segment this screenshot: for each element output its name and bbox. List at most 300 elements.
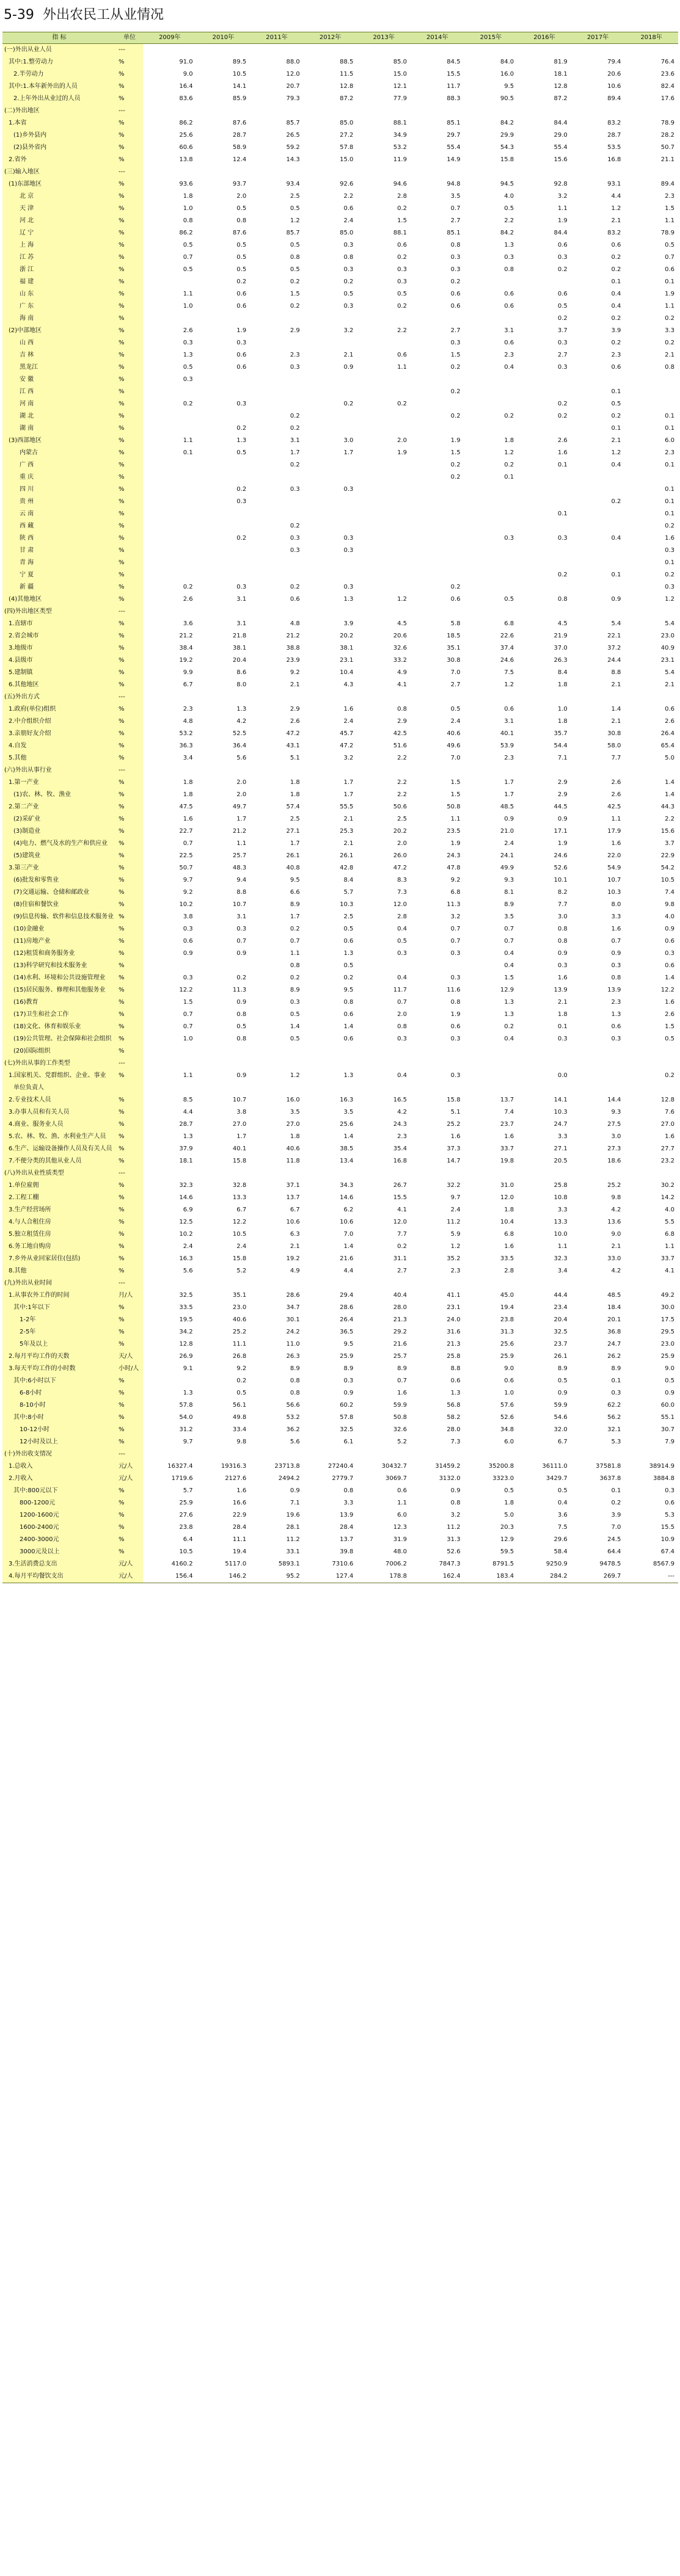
cell-value <box>517 691 571 703</box>
cell-value: 65.4 <box>624 740 678 752</box>
row-unit: % <box>116 1509 143 1522</box>
cell-value: 7.0 <box>411 667 464 679</box>
cell-value: 56.8 <box>411 1399 464 1412</box>
cell-value: 2.1 <box>517 996 571 1009</box>
table-row <box>2 252 678 264</box>
table-row <box>2 349 678 361</box>
cell-value: 60.6 <box>143 142 197 154</box>
cell-value <box>250 606 304 618</box>
cell-value: 0.3 <box>411 252 464 264</box>
data-table-container <box>2 32 678 1583</box>
table-row <box>2 1509 678 1522</box>
cell-value: 2.0 <box>357 435 411 447</box>
cell-value: 0.6 <box>411 593 464 606</box>
cell-value: 3.2 <box>517 190 571 203</box>
cell-value: 0.8 <box>411 239 464 252</box>
row-label: 2.工程工棚 <box>2 1192 116 1204</box>
cell-value: 31.3 <box>411 1534 464 1546</box>
cell-value <box>250 313 304 325</box>
cell-value: 26.5 <box>250 129 304 142</box>
cell-value: 0.4 <box>357 923 411 935</box>
cell-value: 12.9 <box>464 1534 518 1546</box>
row-label: (二)外出地区 <box>2 105 116 117</box>
cell-value: 19.4 <box>464 1302 518 1314</box>
cell-value: 7006.2 <box>357 1558 411 1570</box>
row-unit: % <box>116 264 143 276</box>
cell-value: 0.7 <box>357 1375 411 1387</box>
cell-value <box>143 960 197 972</box>
cell-value: 146.2 <box>197 1570 250 1583</box>
cell-value: 14.1 <box>517 1094 571 1106</box>
cell-value: 2.1 <box>304 813 357 825</box>
cell-value: 0.6 <box>304 1009 357 1021</box>
cell-value: 6.4 <box>143 1534 197 1546</box>
cell-value: 13.8 <box>143 154 197 166</box>
cell-value: 0.9 <box>197 1070 250 1082</box>
row-label: 浙 江 <box>2 264 116 276</box>
row-unit: % <box>116 935 143 948</box>
cell-value: 0.3 <box>411 1033 464 1045</box>
row-label: 2.专业技术人员 <box>2 1094 116 1106</box>
table-row <box>2 679 678 691</box>
header-year: 2017年 <box>571 32 625 44</box>
cell-value: 14.9 <box>411 154 464 166</box>
cell-value: 12.4 <box>197 154 250 166</box>
cell-value: 2.3 <box>571 349 625 361</box>
cell-value: 12.2 <box>143 984 197 996</box>
table-row <box>2 960 678 972</box>
cell-value: 40.8 <box>250 862 304 874</box>
cell-value: 16.6 <box>197 1497 250 1509</box>
cell-value: 1.2 <box>250 215 304 227</box>
cell-value: 0.6 <box>571 1021 625 1033</box>
cell-value: 37.3 <box>411 1143 464 1155</box>
cell-value: 3069.7 <box>357 1473 411 1485</box>
cell-value: 9.5 <box>250 874 304 887</box>
row-label: 2-5年 <box>2 1326 116 1338</box>
cell-value: 53.5 <box>571 142 625 154</box>
table-row <box>2 1143 678 1155</box>
cell-value: 0.7 <box>411 923 464 935</box>
cell-value <box>571 545 625 557</box>
cell-value: 1.4 <box>624 777 678 789</box>
cell-value <box>143 508 197 520</box>
cell-value: 0.2 <box>624 1070 678 1082</box>
cell-value: 19.5 <box>143 1314 197 1326</box>
cell-value: 30.8 <box>411 655 464 667</box>
cell-value: 0.6 <box>464 1375 518 1387</box>
row-unit: % <box>116 1204 143 1216</box>
cell-value <box>624 44 678 57</box>
cell-value: 0.6 <box>304 1033 357 1045</box>
table-row <box>2 1021 678 1033</box>
cell-value: 2.0 <box>197 789 250 801</box>
row-label: 其中:1.本年新外出的人员 <box>2 81 116 93</box>
cell-value: 4.4 <box>304 1265 357 1277</box>
cell-value: 23.4 <box>517 1302 571 1314</box>
cell-value: 58.0 <box>571 740 625 752</box>
row-unit: 元/人 <box>116 1570 143 1583</box>
cell-value: 0.3 <box>517 532 571 545</box>
cell-value: 7.7 <box>357 1228 411 1241</box>
cell-value: 89.4 <box>571 93 625 105</box>
cell-value: 47.2 <box>304 740 357 752</box>
row-label: 单位负责人 <box>2 1082 116 1094</box>
cell-value: 1.1 <box>357 1497 411 1509</box>
cell-value <box>624 1058 678 1070</box>
cell-value <box>357 386 411 398</box>
cell-value <box>464 1082 518 1094</box>
cell-value: 31.6 <box>411 1326 464 1338</box>
cell-value: 284.2 <box>517 1570 571 1583</box>
cell-value: 2.1 <box>624 349 678 361</box>
cell-value: 28.4 <box>304 1522 357 1534</box>
cell-value <box>250 44 304 57</box>
cell-value: 11.9 <box>357 154 411 166</box>
header-year: 2009年 <box>143 32 197 44</box>
cell-value <box>411 606 464 618</box>
cell-value: 0.2 <box>517 264 571 276</box>
cell-value <box>143 520 197 532</box>
cell-value: 10.5 <box>624 874 678 887</box>
table-row <box>2 496 678 508</box>
cell-value: 0.8 <box>411 996 464 1009</box>
cell-value: 0.5 <box>250 1033 304 1045</box>
cell-value: 16.3 <box>143 1253 197 1265</box>
cell-value: 28.6 <box>250 1290 304 1302</box>
cell-value: 13.7 <box>304 1534 357 1546</box>
cell-value <box>197 44 250 57</box>
cell-value <box>517 471 571 484</box>
cell-value <box>197 166 250 178</box>
cell-value: 0.2 <box>411 276 464 288</box>
cell-value <box>143 1167 197 1180</box>
cell-value: 1.3 <box>464 239 518 252</box>
cell-value: 27.7 <box>624 1143 678 1155</box>
cell-value: 4.4 <box>571 190 625 203</box>
cell-value: 1.0 <box>464 1387 518 1399</box>
cell-value: 4.0 <box>624 1204 678 1216</box>
cell-value: 47.2 <box>250 728 304 740</box>
cell-value: 26.2 <box>571 1351 625 1363</box>
cell-value: 8.2 <box>517 887 571 899</box>
cell-value: 0.7 <box>571 935 625 948</box>
cell-value <box>464 1167 518 1180</box>
cell-value: 0.2 <box>624 520 678 532</box>
cell-value: 0.7 <box>624 252 678 264</box>
cell-value: 0.1 <box>571 276 625 288</box>
cell-value: 2.3 <box>250 349 304 361</box>
cell-value <box>357 459 411 471</box>
table-row <box>2 117 678 129</box>
cell-value <box>357 960 411 972</box>
cell-value: 0.2 <box>357 252 411 264</box>
cell-value: 79.3 <box>250 93 304 105</box>
cell-value: 1.8 <box>250 777 304 789</box>
row-label: 5.其他 <box>2 752 116 764</box>
cell-value: --- <box>624 1570 678 1583</box>
cell-value: 28.4 <box>197 1522 250 1534</box>
cell-value: 7.3 <box>411 1436 464 1448</box>
cell-value: 0.3 <box>624 545 678 557</box>
cell-value: 0.2 <box>304 276 357 288</box>
cell-value: 9.8 <box>197 1436 250 1448</box>
cell-value: 11.8 <box>250 1155 304 1167</box>
cell-value: 0.2 <box>197 423 250 435</box>
cell-value: 7.3 <box>357 887 411 899</box>
header-year: 2010年 <box>197 32 250 44</box>
row-label: 12小时及以上 <box>2 1436 116 1448</box>
cell-value: 4.4 <box>143 1106 197 1119</box>
row-label: 甘 肃 <box>2 545 116 557</box>
cell-value: 1.1 <box>624 1241 678 1253</box>
cell-value: 59.9 <box>357 1399 411 1412</box>
table-row <box>2 276 678 288</box>
cell-value <box>571 374 625 386</box>
cell-value: 0.2 <box>624 569 678 581</box>
cell-value: 0.9 <box>517 948 571 960</box>
cell-value: 0.4 <box>464 948 518 960</box>
cell-value: 5.4 <box>624 667 678 679</box>
row-label: 其中:800元以下 <box>2 1485 116 1497</box>
cell-value: 25.7 <box>197 850 250 862</box>
cell-value: 0.9 <box>250 1485 304 1497</box>
cell-value: 0.1 <box>464 471 518 484</box>
cell-value: 23.8 <box>464 1314 518 1326</box>
cell-value: 20.4 <box>197 655 250 667</box>
row-unit: --- <box>116 44 143 57</box>
cell-value: 4.8 <box>143 716 197 728</box>
row-unit: % <box>116 300 143 313</box>
row-label: 10-12小时 <box>2 1424 116 1436</box>
cell-value: 0.1 <box>517 459 571 471</box>
cell-value: 1.4 <box>304 1021 357 1033</box>
cell-value: 24.0 <box>411 1314 464 1326</box>
cell-value: 12.9 <box>464 984 518 996</box>
cell-value: 5.2 <box>357 1436 411 1448</box>
cell-value: 1.8 <box>143 789 197 801</box>
row-label: 4.商业、服务业人员 <box>2 1119 116 1131</box>
cell-value: 33.1 <box>250 1546 304 1558</box>
cell-value: 0.8 <box>197 1009 250 1021</box>
cell-value: 0.4 <box>357 1070 411 1082</box>
cell-value <box>357 764 411 777</box>
cell-value: 0.6 <box>571 239 625 252</box>
cell-value: 2.1 <box>250 1241 304 1253</box>
cell-value: 9.0 <box>143 68 197 81</box>
table-row <box>2 1424 678 1436</box>
cell-value: 14.2 <box>624 1192 678 1204</box>
row-unit: % <box>116 1326 143 1338</box>
cell-value: 2.8 <box>357 190 411 203</box>
cell-value: 49.8 <box>197 1412 250 1424</box>
cell-value: 27.0 <box>197 1119 250 1131</box>
cell-value: 90.5 <box>464 93 518 105</box>
cell-value: 48.3 <box>197 862 250 874</box>
cell-value <box>624 691 678 703</box>
row-label: 天 津 <box>2 203 116 215</box>
cell-value: 35.4 <box>357 1143 411 1155</box>
cell-value: 0.3 <box>411 1070 464 1082</box>
cell-value: 0.7 <box>411 203 464 215</box>
cell-value: 2.0 <box>357 838 411 850</box>
cell-value: 27.0 <box>624 1119 678 1131</box>
cell-value: 0.3 <box>357 1033 411 1045</box>
cell-value: 0.3 <box>624 1485 678 1497</box>
cell-value <box>517 520 571 532</box>
cell-value: 9.7 <box>411 1192 464 1204</box>
cell-value: 18.4 <box>571 1302 625 1314</box>
cell-value: 22.9 <box>197 1509 250 1522</box>
cell-value: 25.6 <box>143 129 197 142</box>
cell-value: 20.6 <box>571 68 625 81</box>
cell-value: 50.7 <box>143 862 197 874</box>
header-row <box>2 32 678 44</box>
cell-value: 11.5 <box>304 68 357 81</box>
row-unit: % <box>116 923 143 935</box>
cell-value: 10.2 <box>143 1228 197 1241</box>
cell-value: 31.1 <box>357 1253 411 1265</box>
cell-value: 24.4 <box>571 655 625 667</box>
cell-value: 0.2 <box>197 532 250 545</box>
cell-value: 3.4 <box>143 752 197 764</box>
cell-value: 0.5 <box>250 203 304 215</box>
cell-value <box>304 1082 357 1094</box>
cell-value: 7.0 <box>571 1522 625 1534</box>
cell-value: 12.8 <box>304 81 357 93</box>
cell-value: 29.2 <box>357 1326 411 1338</box>
cell-value: 0.4 <box>464 361 518 374</box>
cell-value: 94.6 <box>357 178 411 190</box>
cell-value <box>197 569 250 581</box>
cell-value: 20.6 <box>357 630 411 642</box>
cell-value: 2.9 <box>250 703 304 716</box>
cell-value: 1.3 <box>143 349 197 361</box>
cell-value <box>571 484 625 496</box>
cell-value: 0.5 <box>143 239 197 252</box>
cell-value: 11.3 <box>411 899 464 911</box>
cell-value: 0.5 <box>517 300 571 313</box>
cell-value: 95.2 <box>250 1570 304 1583</box>
cell-value: 0.7 <box>197 935 250 948</box>
table-row <box>2 691 678 703</box>
cell-value: 3.0 <box>571 1131 625 1143</box>
cell-value <box>357 423 411 435</box>
cell-value: 10.2 <box>143 899 197 911</box>
row-label: (6)批发和零售业 <box>2 874 116 887</box>
cell-value: 1.5 <box>250 288 304 300</box>
cell-value: 6.8 <box>411 887 464 899</box>
cell-value: 8.9 <box>517 1363 571 1375</box>
header-year: 2011年 <box>250 32 304 44</box>
cell-value: 36.5 <box>304 1326 357 1338</box>
table-row <box>2 386 678 398</box>
cell-value <box>304 44 357 57</box>
cell-value: 52.6 <box>411 1546 464 1558</box>
table-row <box>2 154 678 166</box>
cell-value: 1.7 <box>464 789 518 801</box>
cell-value: 85.9 <box>197 93 250 105</box>
cell-value: 29.9 <box>464 129 518 142</box>
cell-value: 0.3 <box>517 960 571 972</box>
cell-value <box>517 1277 571 1290</box>
row-unit: % <box>116 252 143 264</box>
cell-value <box>517 1058 571 1070</box>
cell-value: 6.7 <box>250 1204 304 1216</box>
cell-value: 0.5 <box>624 239 678 252</box>
cell-value <box>517 386 571 398</box>
row-label: 江 苏 <box>2 252 116 264</box>
cell-value: 0.5 <box>250 239 304 252</box>
cell-value: 2.4 <box>304 716 357 728</box>
table-body <box>2 44 678 1583</box>
cell-value: 3.9 <box>571 325 625 337</box>
cell-value: 4.2 <box>571 1204 625 1216</box>
cell-value <box>197 691 250 703</box>
cell-value <box>624 471 678 484</box>
row-unit: % <box>116 154 143 166</box>
cell-value: 37.2 <box>571 642 625 655</box>
row-label: 吉 林 <box>2 349 116 361</box>
cell-value: 0.1 <box>624 459 678 471</box>
cell-value: 0.4 <box>464 960 518 972</box>
cell-value: 16327.4 <box>143 1460 197 1473</box>
cell-value: 0.5 <box>357 935 411 948</box>
row-label: 1.第一产业 <box>2 777 116 789</box>
row-unit: % <box>116 386 143 398</box>
cell-value: 22.9 <box>624 850 678 862</box>
cell-value: 25.2 <box>197 1326 250 1338</box>
cell-value: 0.8 <box>517 935 571 948</box>
cell-value: 6.6 <box>250 887 304 899</box>
row-unit: % <box>116 1241 143 1253</box>
cell-value: 0.2 <box>250 410 304 423</box>
cell-value: 93.7 <box>197 178 250 190</box>
cell-value: 0.2 <box>357 398 411 410</box>
cell-value: 24.3 <box>357 1119 411 1131</box>
cell-value: 9.3 <box>464 874 518 887</box>
cell-value: 6.8 <box>624 1228 678 1241</box>
cell-value <box>143 1277 197 1290</box>
cell-value: 23.9 <box>250 655 304 667</box>
cell-value: 6.0 <box>464 1436 518 1448</box>
cell-value: 2.9 <box>517 777 571 789</box>
cell-value: 0.7 <box>411 935 464 948</box>
row-unit: % <box>116 1009 143 1021</box>
cell-value: 18.1 <box>143 1155 197 1167</box>
table-row <box>2 337 678 349</box>
cell-value: 2.4 <box>411 1204 464 1216</box>
row-unit: % <box>116 81 143 93</box>
cell-value: 12.0 <box>357 1216 411 1228</box>
cell-value: 12.8 <box>517 81 571 93</box>
cell-value: 0.2 <box>411 410 464 423</box>
cell-value: 0.2 <box>250 581 304 593</box>
cell-value: 15.5 <box>357 1192 411 1204</box>
cell-value: 4.0 <box>464 190 518 203</box>
table-row <box>2 239 678 252</box>
cell-value: 16.3 <box>304 1094 357 1106</box>
cell-value: 85.7 <box>250 227 304 239</box>
cell-value: 11.1 <box>197 1338 250 1351</box>
cell-value: 1.2 <box>250 1070 304 1082</box>
cell-value <box>411 569 464 581</box>
cell-value: 33.4 <box>197 1424 250 1436</box>
cell-value: 42.8 <box>304 862 357 874</box>
cell-value: 2.9 <box>250 325 304 337</box>
cell-value: 0.5 <box>143 361 197 374</box>
row-unit: % <box>116 1131 143 1143</box>
